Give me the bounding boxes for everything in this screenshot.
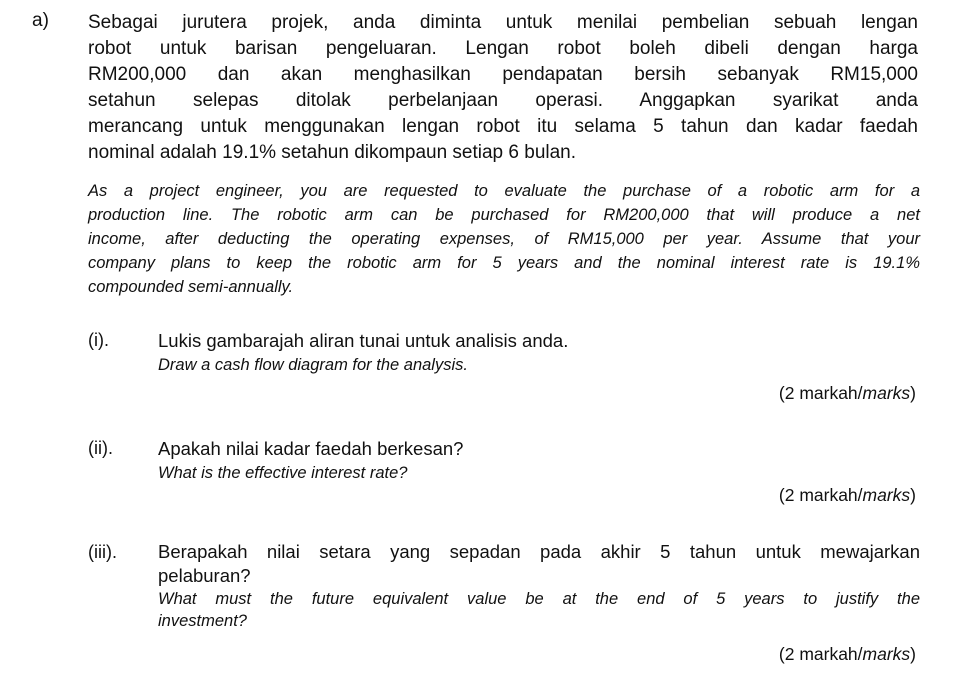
marks-ms: (2 markah/ xyxy=(778,383,863,403)
subquestion-english: What must the future equivalent value be at the end of 5 years to justify the xyxy=(158,590,920,608)
marks-en: marks xyxy=(862,485,911,505)
malay-line: RM200,000 dan akan menghasilkan pendapatan bersih sebanyak RM15,000 xyxy=(88,64,918,85)
malay-line: robot untuk barisan pengeluaran. Lengan robot boleh dibeli dengan harga xyxy=(88,38,918,59)
marks-label xyxy=(779,644,916,665)
subquestion-malay: Berapakah nilai setara yang sepadan pada akhir 5 tahun untuk mewajarkan xyxy=(158,541,920,562)
subquestion-iii xyxy=(158,539,920,632)
subquestion-english: What is the effective interest rate? xyxy=(158,464,408,482)
subquestion-number: (i). xyxy=(88,330,109,350)
marks-ms: (2 markah/ xyxy=(778,485,863,505)
malay-line: nominal adalah 19.1% setahun dikompaun setiap 6 bulan. xyxy=(88,142,577,163)
marks-label xyxy=(779,485,916,506)
marks-en: marks xyxy=(862,644,911,664)
question-text-malay xyxy=(88,10,918,166)
english-line: As a project engineer, you are requested to evaluate the purchase of a robotic arm for a xyxy=(88,182,920,200)
subquestion-malay: Apakah nilai kadar faedah berkesan? xyxy=(158,438,464,459)
malay-line: setahun selepas ditolak perbelanjaan operasi. Anggapkan syarikat anda xyxy=(88,90,918,111)
subquestion-number: (ii). xyxy=(88,438,113,458)
marks-close: ) xyxy=(910,383,916,403)
subquestion-malay: Lukis gambarajah aliran tunai untuk analisis anda. xyxy=(158,330,569,351)
english-line: income, after deducting the operating expenses, of RM15,000 per year. Assume that your xyxy=(88,230,920,248)
marks-close: ) xyxy=(910,485,916,505)
subquestion-i xyxy=(158,328,920,376)
subquestion-ii xyxy=(158,436,920,484)
malay-line: merancang untuk menggunakan lengan robot itu selama 5 tahun dan kadar faedah xyxy=(88,116,918,137)
english-line: company plans to keep the robotic arm for 5 years and the nominal interest rate is 19.1% xyxy=(88,254,920,272)
subquestion-english: investment? xyxy=(158,612,247,630)
malay-line: Sebagai jurutera projek, anda diminta untuk menilai pembelian sebuah lengan xyxy=(88,12,918,33)
question-text-english xyxy=(88,179,920,299)
subquestion-malay: pelaburan? xyxy=(158,565,251,586)
english-line: compounded semi-annually. xyxy=(88,278,294,296)
question-label: a) xyxy=(32,10,49,31)
marks-label xyxy=(779,383,916,404)
marks-en: marks xyxy=(862,383,911,403)
marks-close: ) xyxy=(910,644,916,664)
subquestion-english: Draw a cash flow diagram for the analysis. xyxy=(158,356,468,374)
marks-ms: (2 markah/ xyxy=(778,644,863,664)
subquestion-number: (iii). xyxy=(88,542,117,562)
english-line: production line. The robotic arm can be purchased for RM200,000 that will produce a net xyxy=(88,206,920,224)
